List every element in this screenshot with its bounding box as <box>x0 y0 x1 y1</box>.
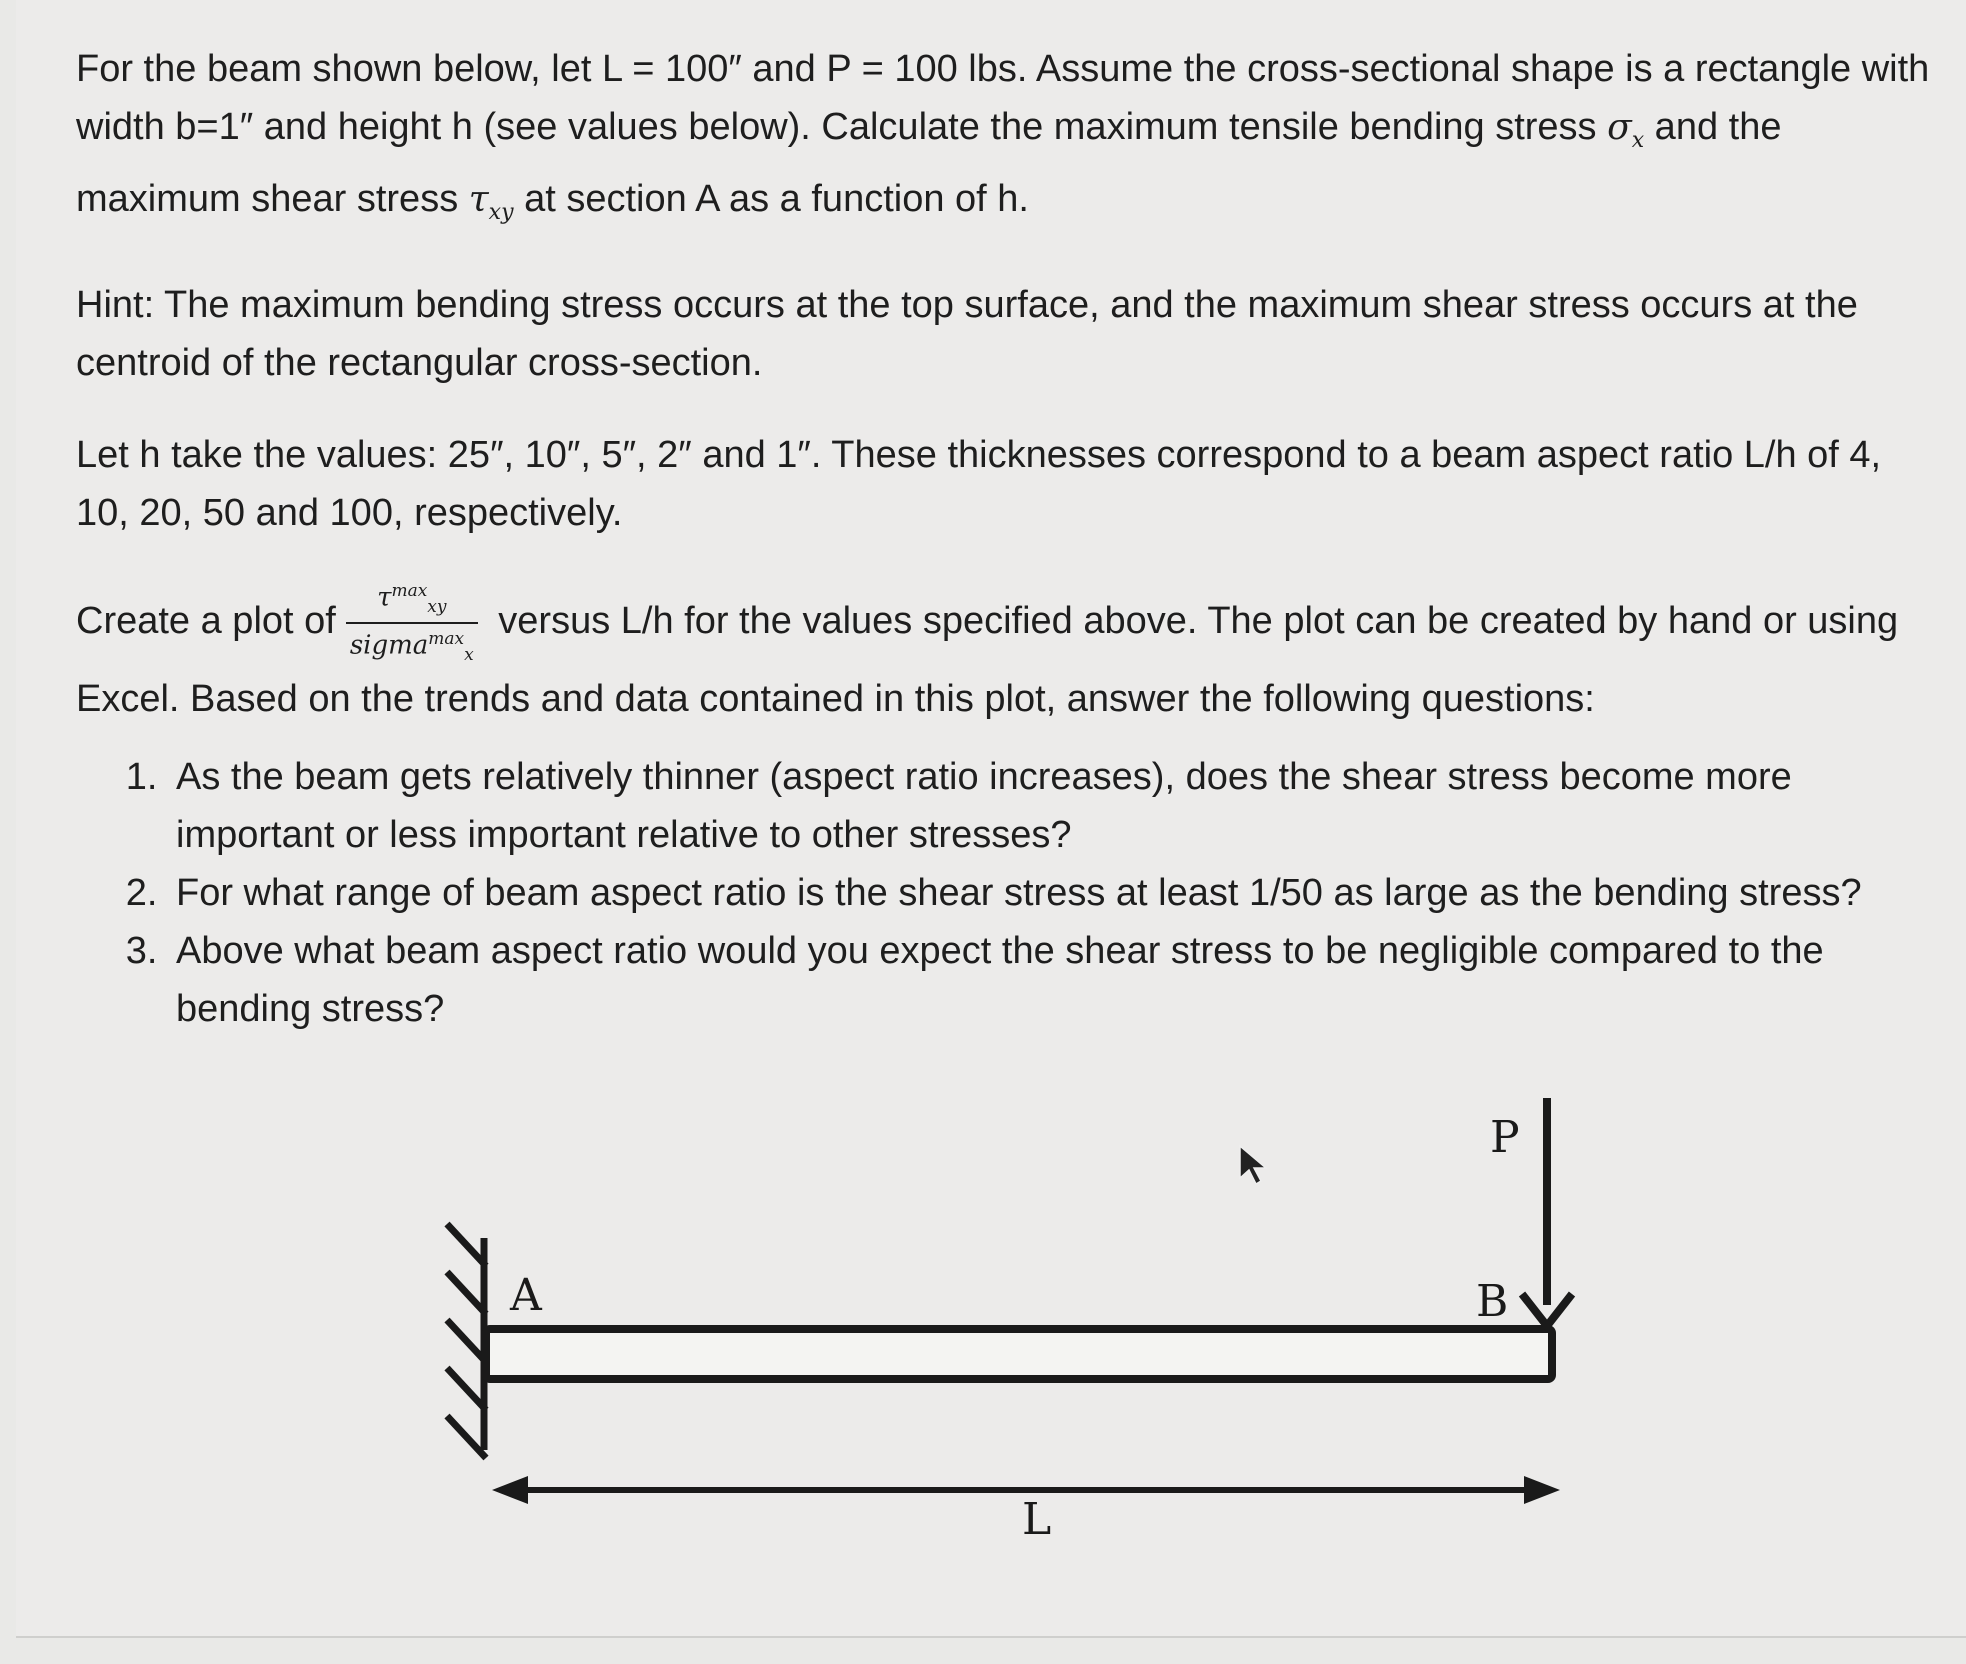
plot-text-part-1: Create a plot of <box>76 600 336 643</box>
question-item: 2. For what range of beam aspect ratio is the shear stress at least 1/50 as large as the bending stress? <box>168 864 1936 922</box>
length-arrow-left <box>492 1476 528 1504</box>
label-point-b: B <box>1476 1276 1509 1327</box>
denominator-sigma: sigma <box>349 630 429 661</box>
fixed-support-hatching <box>447 1224 486 1458</box>
label-load-p: P <box>1490 1112 1520 1163</box>
beam <box>486 1329 1552 1379</box>
tau-subscript: xy <box>488 200 514 226</box>
sigma-letter: σ <box>1607 107 1632 148</box>
numerator-sup: max <box>391 581 428 602</box>
denominator-sup: max <box>428 629 465 650</box>
question-item: 1. As the beam gets relatively thinner (aspect ratio increases), does the shear stress become more important or less important relative to other stresses? <box>168 748 1936 864</box>
statement-part-3: at section A as a function of h. <box>513 178 1029 221</box>
hint-paragraph: Hint: The maximum bending stress occurs at the top surface, and the maximum shear stress occurs at the centroid of the rectangular cross-section. <box>76 284 1858 385</box>
numerator-sub: xy <box>427 597 447 618</box>
sigma-subscript: x <box>1631 128 1645 154</box>
numerator-tau: τ <box>377 583 392 614</box>
mouse-cursor-icon <box>1240 1146 1266 1184</box>
plot-text-part-2: versus L/h for the values specified above. The plot can be created by hand or using Excel. Based on the trends and data contained in this plot, answer the following questions: <box>76 600 1899 721</box>
length-arrow-right <box>1524 1476 1560 1504</box>
statement-part-2: and the maximum shear stress <box>76 106 1782 221</box>
h-values-paragraph: Let h take the values: 25″, 10″, 5″, 2″ and 1″. These thicknesses correspond to a beam aspect ratio L/h of 4, 10, 20, 50 and 100, respectively. <box>76 434 1882 535</box>
label-length-l: L <box>1022 1494 1052 1545</box>
question-item: 3. Above what beam aspect ratio would you expect the shear stress to be negligible compared to the bending stress? <box>168 922 1936 1038</box>
denominator-sub: x <box>464 645 474 666</box>
label-section-a: A <box>510 1270 542 1321</box>
tau-letter: τ <box>468 179 489 221</box>
statement-part-1: For the beam shown below, let L = 100″ and P = 100 lbs. Assume the cross-sectional shape is a rectangle with width b=1″ and height h (see values below). Calculate the maximum tensile bending stress <box>76 48 1930 148</box>
